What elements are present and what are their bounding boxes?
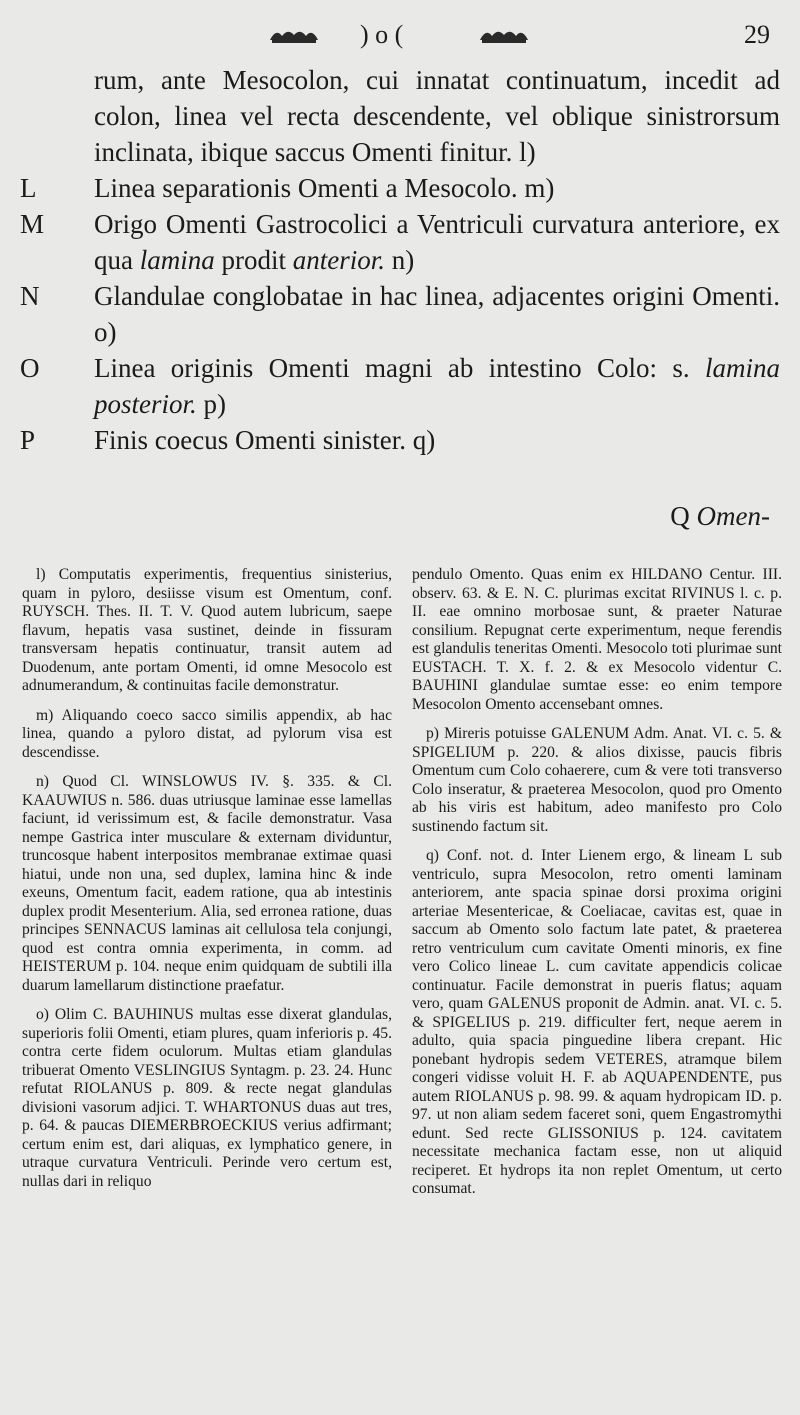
entry-letter: O bbox=[20, 353, 40, 383]
entry-text: rum, ante Mesocolon, cui innatat continuatum, incedit ad colon, linea vel recta descendente, vel oblique sinistrorsum inclinata, ibique saccus Omenti finitur. l) bbox=[94, 65, 780, 167]
entry-N bbox=[20, 278, 780, 350]
footnote-p: p) Mireris potuisse GALENUM Adm. Anat. VI. c. 5. & SPIGELIUM p. 220. & alios dixisse, paucis fibris Omentum cum Colo cohaerere, cum & vere toti transverso Colo inseratur, & praeterea Mesocolon, quod pro Omento ab his viris est habitum, adeo manifesto pro Colo sustinendo factum sit. bbox=[412, 725, 782, 835]
page-header bbox=[0, 20, 800, 50]
entry-text: Glandulae conglobatae in hac linea, adjacentes origini Omenti. o) bbox=[94, 281, 780, 347]
footnotes bbox=[22, 566, 782, 1210]
entry-letter: P bbox=[20, 425, 36, 455]
entry-letter bbox=[20, 62, 94, 170]
ornament-right-icon bbox=[478, 26, 530, 44]
catchword: Q Omen- bbox=[670, 501, 770, 531]
footnote-n: n) Quod Cl. WINSLOWUS IV. §. 335. & Cl. KAAUWIUS n. 586. duas utriusque laminae esse lamellas faciunt, id verissimum est, & facile demonstratur. Vasa nempe Gastrica inter musculare & externam dividuntur, truncosque habent interpositos membranae extimae quasi hiatui, unde non una, sed duplex, lamina hinc & inde exeuns, Omentum facit, eadem ratione, qua ab intestinis duplex prodit Mesenterium. Alia, sed erronea ratione, duas principes SENNACUS laminas ait cellulosa tela conjungi, quod est contra omnia experimenta, in comm. ad HEISTERUM p. 104. neque enim quidquam de subtili illa duarum lamellarum distinctione praefatur. bbox=[22, 773, 392, 994]
entry-text: Linea separationis Omenti a Mesocolo. m) bbox=[94, 173, 555, 203]
entry-L bbox=[20, 170, 780, 206]
page-number: 29 bbox=[744, 20, 770, 49]
entry-text: Linea originis Omenti magni ab intestino Colo: s. lamina posterior. p) bbox=[94, 353, 780, 419]
footnote-m: m) Aliquando coeco sacco similis appendix, ab hac linea, quando a pyloro distat, ad pylorum visa est descendisse. bbox=[22, 706, 392, 761]
main-entries bbox=[20, 62, 780, 458]
entry-text: Origo Omenti Gastrocolici a Ventriculi curvatura anteriore, ex qua lamina prodit anterior. n) bbox=[94, 209, 780, 275]
footnote-o: o) Olim C. BAUHINUS multas esse dixerat glandulas, superioris folii Omenti, etiam plures, quam inferioris p. 45. contra certe fidem oculorum. Multas etiam glandulas tribuerat Omento VESLINGIUS Syntagm. p. 23. 24. Hunc refutat RIOLANUS p. 809. & recte negat glandulas divisioni vasorum adjici. T. WHARTONUS duas aut tres, p. 64. & paucas DIEMERBROECKIUS verius adfirmant; certum enim est, dari aliquas, ex lymphatico genere, in utraque curvatura Ventriculi. Perinde vero certum est, nullas dari in reliquo bbox=[22, 1006, 392, 1190]
footnote-q: q) Conf. not. d. Inter Lienem ergo, & lineam L sub ventriculo, supra Mesocolon, retro omenti laminam anteriorem, ante spacia spinae dorsi proxima origini arteriae Mesentericae, & Coeliacae, cavitas est, quae in saccum ab Omento solo factum late patet, & praeterea retro ventriculum cum cavitate Omenti minoris, ex fine vero Colico lineae L. cum cavitate appendicis colicae continuatur. Facile demonstrat in pueris flatus; aquam vero, quam GALENUS proponit de Admin. anat. VI. c. 5. & SPIGELIUS p. 219. difficulter fert, neque aerem in adulto, quia spacia pinguedine libera crepant. Hic ponebant hydropis sedem VETERES, atramque bilem congeri vidisse voluit H. F. ab AQUAPENDENTE, pus autem RIOLANUS p. 98. 99. & aquam hydropicam ID. p. 97. ut non aliam sedem faceret soni, quem Engastromythi edunt. Sed recte GLISSONIUS p. 124. cavitatem necessitate mechanica factam esse, non ut aliquid reciperet. Et hydrops ita non replet Omentum, ut certo consumat. bbox=[412, 847, 782, 1197]
header-center-text: ) o ( bbox=[360, 20, 404, 49]
ornament-left-icon bbox=[268, 26, 320, 44]
entry-letter: M bbox=[20, 209, 45, 239]
footnote-l: l) Computatis experimentis, frequentius sinisterius, quam in pyloro, desiisse visum est Omentum, conf. RUYSCH. Thes. II. T. V. Quod autem lubricum, saepe flavum, hepatis vasa sustinet, deinde in fissuram transversam hepatis continuatur, transit autem ad Duodenum, ante portam Omenti, id omne Mesocolo est adnumerandum, & continuitas facile demonstratur. bbox=[22, 566, 392, 694]
entry-letter: N bbox=[20, 281, 40, 311]
entry-text: Finis coecus Omenti sinister. q) bbox=[94, 425, 436, 455]
footnote-column-left bbox=[22, 566, 392, 1210]
entry-letter: L bbox=[20, 173, 37, 203]
footnote-column-right bbox=[412, 566, 782, 1210]
entry-P bbox=[20, 422, 780, 458]
entry-M bbox=[20, 206, 780, 278]
entry-continuation bbox=[20, 62, 780, 170]
entry-O bbox=[20, 350, 780, 422]
footnote-o-continued: pendulo Omento. Quas enim ex HILDANO Centur. III. observ. 63. & E. N. C. plurimas excitat RIVINUS l. c. p. II. eae omnino morbosae sunt, & praeter Naturae consilium. Repugnat certe experimentum, neque ferendis est glandulis teneritas Omenti. Mesocolo toti plurimae sunt EUSTACH. T. X. f. 2. & ex Mesocolo videntur C. BAUHINI glandulae sumtae esse: eo enim tempore Mesocolon Omento accensebant omnes. bbox=[412, 566, 782, 713]
